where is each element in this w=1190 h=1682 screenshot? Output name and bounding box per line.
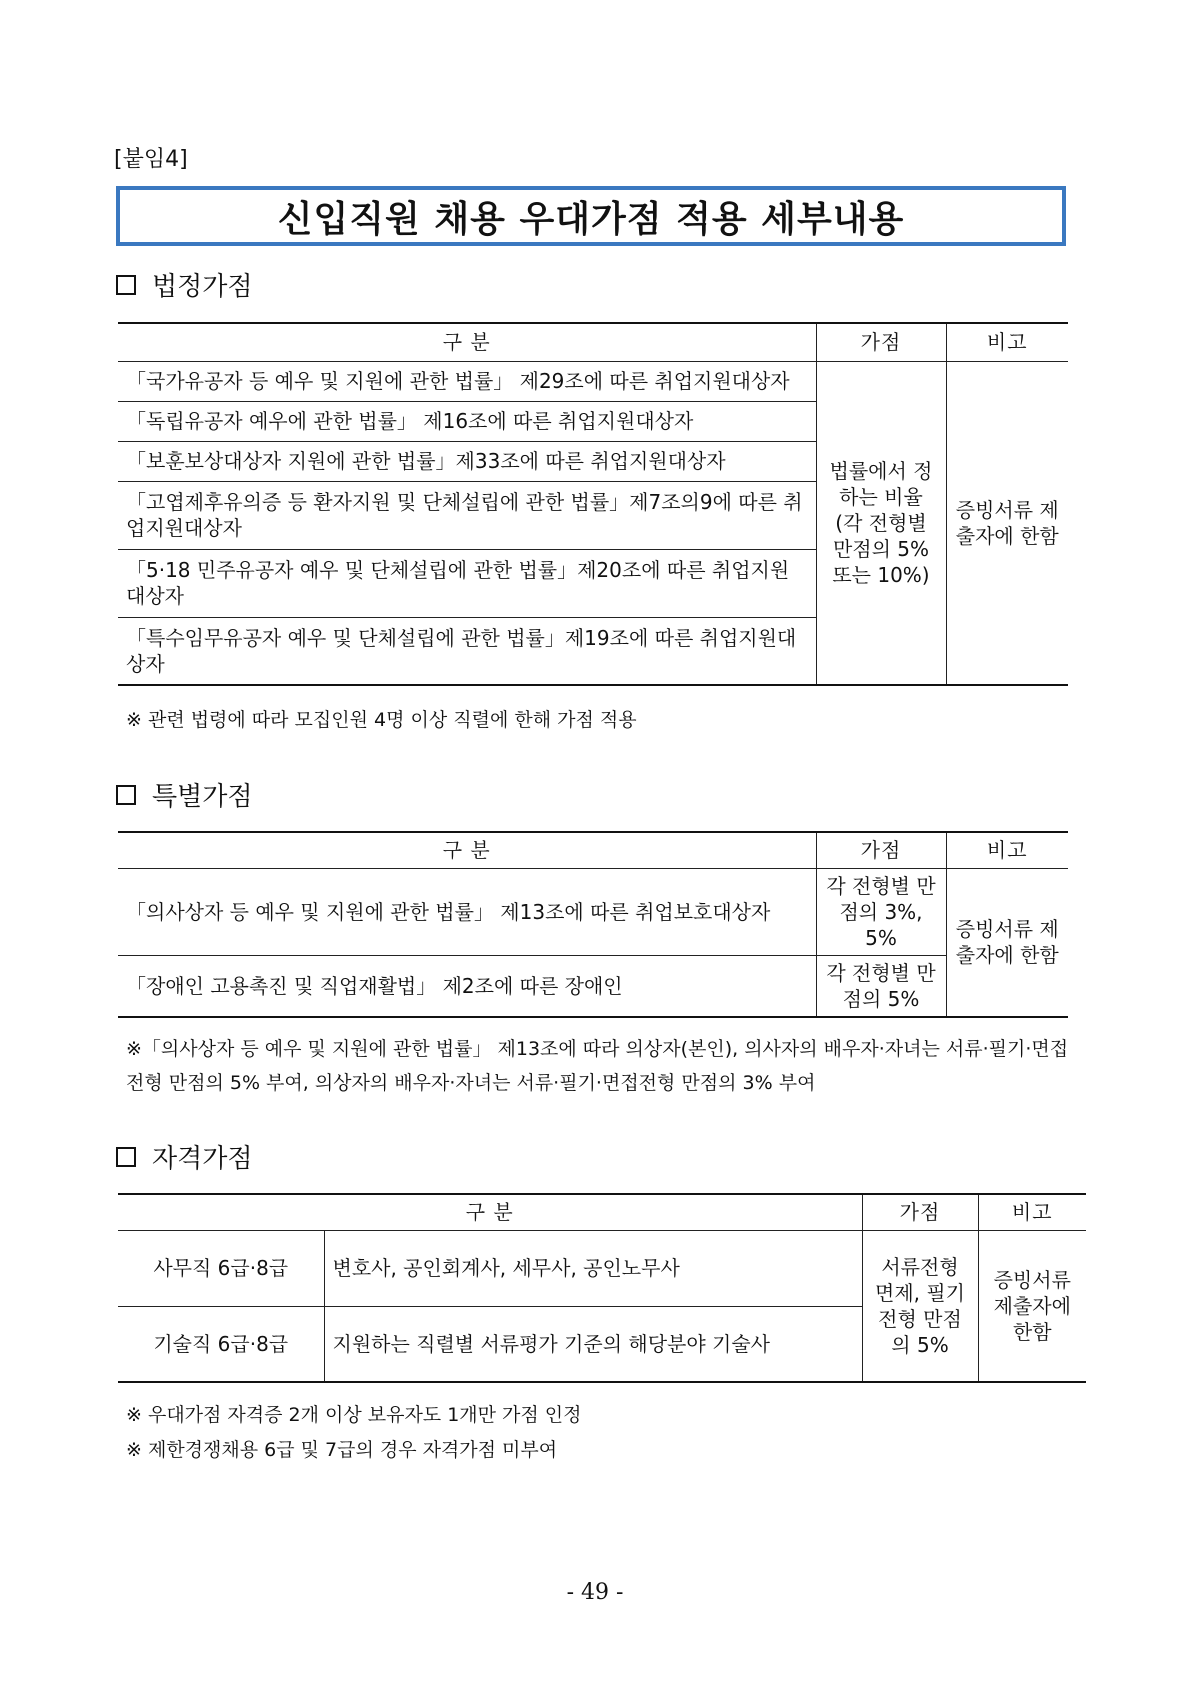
legal-points-table: [118, 322, 1068, 686]
remarks-cell: 증빙서류 제출자에 한함: [978, 1230, 1086, 1382]
remarks-cell: 증빙서류 제출자에 한함: [946, 361, 1068, 685]
section-qualification-points-heading: [116, 1138, 252, 1175]
header-category: 구 분: [118, 323, 816, 361]
attachment-label: [붙임4]: [114, 147, 188, 172]
section-title: 법정가점: [152, 272, 253, 302]
document-title-box: [116, 186, 1066, 246]
checkbox-icon: [116, 785, 136, 805]
special-points-table: [118, 831, 1068, 1018]
points-cell: 각 전형별 만점의 3%, 5%: [816, 868, 946, 955]
grade-cell: 사무직 6급·8급: [118, 1230, 324, 1306]
table-row: 「보훈보상대상자 지원에 관한 법률」제33조에 따른 취업지원대상자: [118, 441, 816, 481]
grade-cell: 기술직 6급·8급: [118, 1306, 324, 1382]
table-row: 「국가유공자 등 예우 및 지원에 관한 법률」 제29조에 따른 취업지원대상자: [118, 361, 816, 401]
header-category: 구 분: [118, 832, 816, 868]
qualification-cell: 변호사, 공인회계사, 세무사, 공인노무사: [324, 1230, 862, 1306]
note: ※ 우대가점 자격증 2개 이상 보유자도 1개만 가점 인정: [126, 1404, 582, 1426]
table-row: 「독립유공자 예우에 관한 법률」 제16조에 따른 취업지원대상자: [118, 401, 816, 441]
section-legal-points-heading: [116, 266, 252, 303]
document-title: 신입직원 채용 우대가점 적용 세부내용: [277, 198, 905, 240]
points-cell: 법률에서 정하는 비율 (각 전형별 만점의 5% 또는 10%): [816, 361, 946, 685]
section-title: 자격가점: [152, 1144, 253, 1174]
page-number: - 49 -: [566, 1580, 624, 1605]
table-row: 「고엽제후유의증 등 환자지원 및 단체설립에 관한 법률」제7조의9에 따른 취업지원대상자: [118, 481, 816, 549]
section-special-points-heading: [116, 776, 252, 813]
header-points: 가점: [816, 323, 946, 361]
header-points: 가점: [816, 832, 946, 868]
header-remarks: 비고: [946, 832, 1068, 868]
table-row: 「특수임무유공자 예우 및 단체설립에 관한 법률」제19조에 따른 취업지원대상자: [118, 617, 816, 685]
table-row: 「5·18 민주유공자 예우 및 단체설립에 관한 법률」제20조에 따른 취업지원대상자: [118, 549, 816, 617]
header-category: 구 분: [118, 1194, 862, 1230]
points-cell: 각 전형별 만점의 5%: [816, 955, 946, 1017]
header-points: 가점: [862, 1194, 978, 1230]
note: ※「의사상자 등 예우 및 지원에 관한 법률」 제13조에 따라 의상자(본인), 의사자의 배우자·자녀는 서류·필기·면접전형 만점의 5% 부여, 의상자의 배우자·자녀는 서류·필기·면접전형 만점의 3% 부여: [126, 1038, 1069, 1094]
note: ※ 관련 법령에 따라 모집인원 4명 이상 직렬에 한해 가점 적용: [126, 709, 637, 731]
qualification-cell: 지원하는 직렬별 서류평가 기준의 해당분야 기술사: [324, 1306, 862, 1382]
section-title: 특별가점: [152, 782, 253, 812]
qualification-points-table: [118, 1193, 1086, 1383]
checkbox-icon: [116, 275, 136, 295]
table-row: 「장애인 고용촉진 및 직업재활법」 제2조에 따른 장애인: [118, 955, 816, 1017]
table-row: 「의사상자 등 예우 및 지원에 관한 법률」 제13조에 따른 취업보호대상자: [118, 868, 816, 955]
remarks-cell: 증빙서류 제출자에 한함: [946, 868, 1068, 1017]
points-cell: 서류전형 면제, 필기전형 만점의 5%: [862, 1230, 978, 1382]
header-remarks: 비고: [946, 323, 1068, 361]
header-remarks: 비고: [978, 1194, 1086, 1230]
note: ※ 제한경쟁채용 6급 및 7급의 경우 자격가점 미부여: [126, 1439, 558, 1461]
checkbox-icon: [116, 1147, 136, 1167]
